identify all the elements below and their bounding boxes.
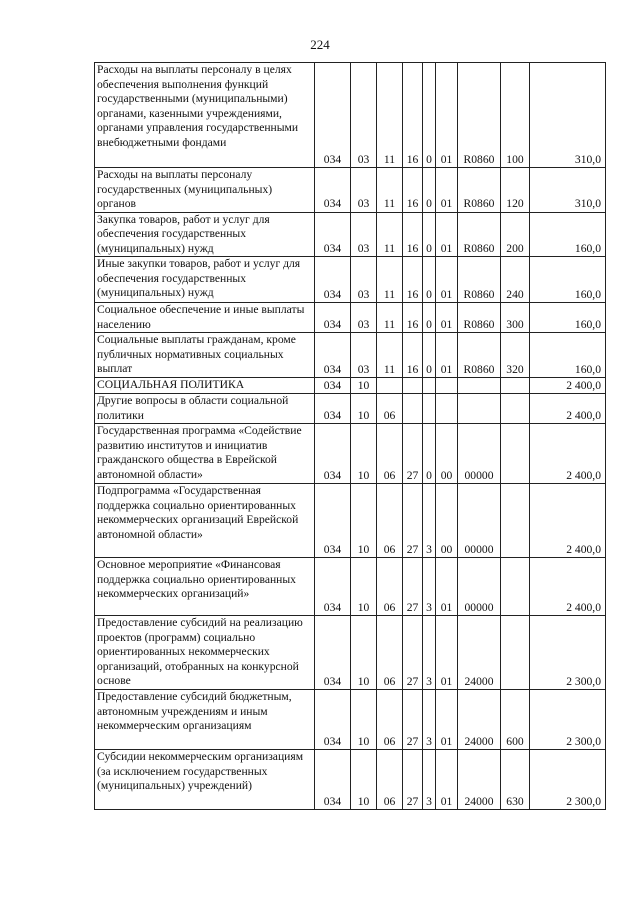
ministry-code-cell: 034 xyxy=(315,558,351,616)
ministry-code-cell: 034 xyxy=(315,690,351,750)
subsection-code-cell: 06 xyxy=(377,690,403,750)
event-code-cell xyxy=(436,394,458,424)
table-row xyxy=(95,168,606,213)
item-name-cell xyxy=(95,333,315,378)
subprogram-code-cell: 0 xyxy=(423,63,436,168)
subsection-code-cell: 06 xyxy=(377,394,403,424)
ministry-code-cell: 034 xyxy=(315,257,351,303)
direction-code-cell: R0860 xyxy=(458,257,501,303)
event-code-cell: 01 xyxy=(436,212,458,257)
expense-type-cell: 240 xyxy=(501,257,530,303)
program-code-cell: 27 xyxy=(403,424,423,484)
amount-cell: 160,0 xyxy=(530,257,606,303)
table-row xyxy=(95,750,606,810)
section-code-cell: 10 xyxy=(351,750,377,810)
amount-cell: 160,0 xyxy=(530,333,606,378)
section-code-cell: 10 xyxy=(351,424,377,484)
item-name-text: Предоставление субсидий бюджетным, автономным учреждениям и иным некоммерческим организациям xyxy=(97,690,292,732)
direction-code-cell: R0860 xyxy=(458,303,501,333)
table-row xyxy=(95,558,606,616)
item-name-cell xyxy=(95,484,315,558)
item-name-text: Основное мероприятие «Финансовая поддержка социально ориентированных некоммерческих организаций» xyxy=(97,558,296,600)
expense-type-cell xyxy=(501,484,530,558)
event-code-cell: 01 xyxy=(436,690,458,750)
event-code-cell: 01 xyxy=(436,750,458,810)
direction-code-cell: R0860 xyxy=(458,63,501,168)
item-name-cell xyxy=(95,690,315,750)
event-code-cell: 01 xyxy=(436,333,458,378)
section-code-cell: 03 xyxy=(351,63,377,168)
item-name-text: Государственная программа «Содействие развитию институтов и инициатив гражданского общества в Еврейской автономной области» xyxy=(97,424,302,481)
subprogram-code-cell: 3 xyxy=(423,690,436,750)
ministry-code-cell: 034 xyxy=(315,303,351,333)
item-name-cell xyxy=(95,257,315,303)
item-name-cell xyxy=(95,212,315,257)
section-code-cell: 10 xyxy=(351,378,377,394)
item-name-cell xyxy=(95,750,315,810)
program-code-cell: 16 xyxy=(403,257,423,303)
subsection-code-cell: 06 xyxy=(377,558,403,616)
amount-cell: 2 300,0 xyxy=(530,616,606,690)
table-row xyxy=(95,378,606,394)
ministry-code-cell: 034 xyxy=(315,168,351,213)
ministry-code-cell: 034 xyxy=(315,394,351,424)
ministry-code-cell: 034 xyxy=(315,750,351,810)
amount-cell: 160,0 xyxy=(530,303,606,333)
program-code-cell: 27 xyxy=(403,750,423,810)
section-code-cell: 10 xyxy=(351,484,377,558)
expense-type-cell: 120 xyxy=(501,168,530,213)
table-row xyxy=(95,616,606,690)
item-name-cell xyxy=(95,394,315,424)
program-code-cell: 27 xyxy=(403,558,423,616)
amount-cell: 310,0 xyxy=(530,63,606,168)
expense-type-cell: 600 xyxy=(501,690,530,750)
budget-table xyxy=(94,62,606,810)
direction-code-cell: 00000 xyxy=(458,558,501,616)
program-code-cell: 16 xyxy=(403,63,423,168)
event-code-cell: 01 xyxy=(436,616,458,690)
subsection-code-cell: 06 xyxy=(377,424,403,484)
amount-cell: 2 400,0 xyxy=(530,484,606,558)
amount-cell: 2 300,0 xyxy=(530,690,606,750)
subsection-code-cell: 11 xyxy=(377,63,403,168)
item-name-text: СОЦИАЛЬНАЯ ПОЛИТИКА xyxy=(97,378,245,391)
item-name-cell xyxy=(95,558,315,616)
event-code-cell xyxy=(436,378,458,394)
item-name-text: Иные закупки товаров, работ и услуг для обеспечения государственных (муниципальных) нужд xyxy=(97,257,301,299)
event-code-cell: 00 xyxy=(436,484,458,558)
item-name-cell xyxy=(95,616,315,690)
ministry-code-cell: 034 xyxy=(315,63,351,168)
program-code-cell: 16 xyxy=(403,212,423,257)
table-row xyxy=(95,212,606,257)
program-code-cell xyxy=(403,378,423,394)
subprogram-code-cell xyxy=(423,378,436,394)
item-name-text: Социальное обеспечение и иные выплаты населению xyxy=(97,303,305,331)
subsection-code-cell: 06 xyxy=(377,616,403,690)
subprogram-code-cell: 3 xyxy=(423,558,436,616)
event-code-cell: 01 xyxy=(436,558,458,616)
section-code-cell: 10 xyxy=(351,394,377,424)
item-name-text: Закупка товаров, работ и услуг для обеспечения государственных (муниципальных) нужд xyxy=(97,212,270,255)
direction-code-cell: R0860 xyxy=(458,333,501,378)
subprogram-code-cell: 3 xyxy=(423,484,436,558)
item-name-cell xyxy=(95,378,315,394)
subsection-code-cell: 11 xyxy=(377,168,403,213)
subsection-code-cell: 11 xyxy=(377,303,403,333)
item-name-text: Расходы на выплаты персоналу государственных (муниципальных) органов xyxy=(97,168,273,210)
subprogram-code-cell: 0 xyxy=(423,257,436,303)
program-code-cell xyxy=(403,394,423,424)
item-name-cell xyxy=(95,303,315,333)
item-name-cell xyxy=(95,424,315,484)
direction-code-cell: 24000 xyxy=(458,616,501,690)
amount-cell: 2 400,0 xyxy=(530,424,606,484)
program-code-cell: 16 xyxy=(403,168,423,213)
amount-cell: 160,0 xyxy=(530,212,606,257)
table-row xyxy=(95,303,606,333)
subsection-code-cell: 11 xyxy=(377,333,403,378)
item-name-text: Социальные выплаты гражданам, кроме публичных нормативных социальных выплат xyxy=(97,333,296,375)
section-code-cell: 10 xyxy=(351,616,377,690)
subprogram-code-cell xyxy=(423,394,436,424)
amount-cell: 310,0 xyxy=(530,168,606,213)
ministry-code-cell: 034 xyxy=(315,424,351,484)
event-code-cell: 01 xyxy=(436,257,458,303)
expense-type-cell: 200 xyxy=(501,212,530,257)
item-name-cell xyxy=(95,168,315,213)
subprogram-code-cell: 3 xyxy=(423,750,436,810)
direction-code-cell xyxy=(458,394,501,424)
direction-code-cell xyxy=(458,378,501,394)
expense-type-cell: 100 xyxy=(501,63,530,168)
table-row xyxy=(95,394,606,424)
subprogram-code-cell: 0 xyxy=(423,303,436,333)
event-code-cell: 01 xyxy=(436,303,458,333)
section-code-cell: 03 xyxy=(351,168,377,213)
table-row xyxy=(95,257,606,303)
subprogram-code-cell: 0 xyxy=(423,333,436,378)
subprogram-code-cell: 0 xyxy=(423,424,436,484)
subprogram-code-cell: 3 xyxy=(423,616,436,690)
ministry-code-cell: 034 xyxy=(315,616,351,690)
event-code-cell: 01 xyxy=(436,168,458,213)
section-code-cell: 03 xyxy=(351,333,377,378)
expense-type-cell xyxy=(501,378,530,394)
item-name-text: Другие вопросы в области социальной политики xyxy=(97,394,289,422)
table-body xyxy=(95,63,606,810)
ministry-code-cell: 034 xyxy=(315,484,351,558)
table-row xyxy=(95,484,606,558)
direction-code-cell: 00000 xyxy=(458,424,501,484)
page-number: 224 xyxy=(310,37,330,52)
section-code-cell: 03 xyxy=(351,257,377,303)
item-name-cell xyxy=(95,63,315,168)
subsection-code-cell: 06 xyxy=(377,750,403,810)
program-code-cell: 16 xyxy=(403,303,423,333)
program-code-cell: 27 xyxy=(403,484,423,558)
amount-cell: 2 400,0 xyxy=(530,378,606,394)
subsection-code-cell xyxy=(377,378,403,394)
subsection-code-cell: 06 xyxy=(377,484,403,558)
item-name-text: Субсидии некоммерческим организациям (за исключением государственных (муниципальных) учреждений) xyxy=(97,750,304,792)
ministry-code-cell: 034 xyxy=(315,378,351,394)
table-row xyxy=(95,63,606,168)
expense-type-cell xyxy=(501,558,530,616)
subprogram-code-cell: 0 xyxy=(423,168,436,213)
ministry-code-cell: 034 xyxy=(315,333,351,378)
ministry-code-cell: 034 xyxy=(315,212,351,257)
program-code-cell: 27 xyxy=(403,690,423,750)
subsection-code-cell: 11 xyxy=(377,212,403,257)
subsection-code-cell: 11 xyxy=(377,257,403,303)
expense-type-cell xyxy=(501,394,530,424)
table-row xyxy=(95,424,606,484)
event-code-cell: 01 xyxy=(436,63,458,168)
program-code-cell: 27 xyxy=(403,616,423,690)
section-code-cell: 03 xyxy=(351,212,377,257)
expense-type-cell: 320 xyxy=(501,333,530,378)
item-name-text: Расходы на выплаты персоналу в целях обеспечения выполнения функций государственными (муниципальными) органами, казенными учреждениями, органами управления государственными внебюджетными фондами xyxy=(97,63,299,149)
expense-type-cell xyxy=(501,424,530,484)
amount-cell: 2 300,0 xyxy=(530,750,606,810)
direction-code-cell: R0860 xyxy=(458,212,501,257)
amount-cell: 2 400,0 xyxy=(530,558,606,616)
amount-cell: 2 400,0 xyxy=(530,394,606,424)
direction-code-cell: 00000 xyxy=(458,484,501,558)
section-code-cell: 03 xyxy=(351,303,377,333)
item-name-text: Подпрограмма «Государственная поддержка социально ориентированных некоммерческих организаций Еврейской автономной области» xyxy=(97,484,299,541)
expense-type-cell xyxy=(501,616,530,690)
program-code-cell: 16 xyxy=(403,333,423,378)
direction-code-cell: 24000 xyxy=(458,750,501,810)
item-name-text: Предоставление субсидий на реализацию проектов (программ) социально ориентированных некоммерческих организаций, отобранных на конкурсной основе xyxy=(97,616,303,687)
direction-code-cell: R0860 xyxy=(458,168,501,213)
table-row xyxy=(95,333,606,378)
direction-code-cell: 24000 xyxy=(458,690,501,750)
section-code-cell: 10 xyxy=(351,690,377,750)
event-code-cell: 00 xyxy=(436,424,458,484)
table-row xyxy=(95,690,606,750)
section-code-cell: 10 xyxy=(351,558,377,616)
expense-type-cell: 300 xyxy=(501,303,530,333)
expense-type-cell: 630 xyxy=(501,750,530,810)
subprogram-code-cell: 0 xyxy=(423,212,436,257)
